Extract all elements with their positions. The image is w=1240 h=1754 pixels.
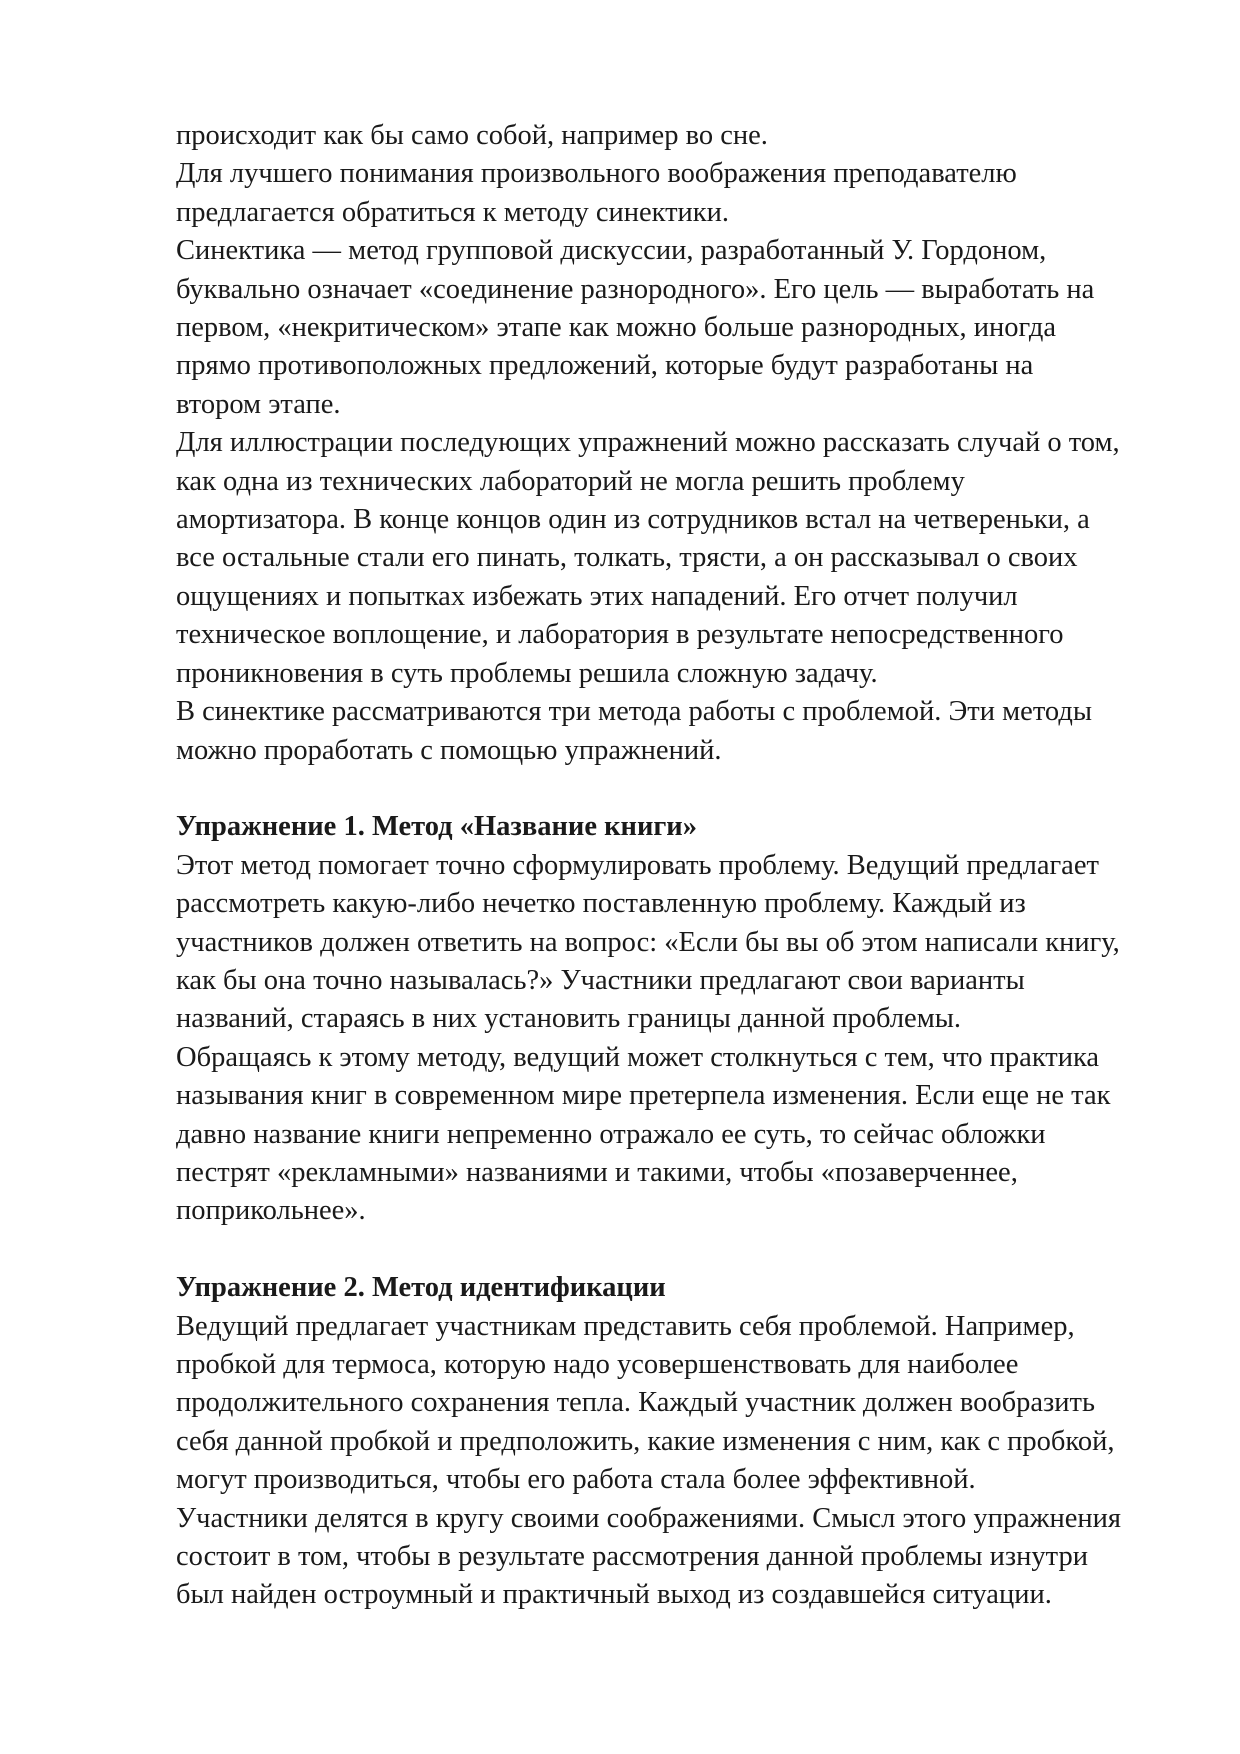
text-line: можно проработать с помощью упражнений. <box>176 734 722 766</box>
text-line: состоит в том, чтобы в результате рассмотрения данной проблемы изнутри <box>176 1541 1088 1572</box>
text-line: амортизатора. В конце концов один из сотрудников встал на четвереньки, а <box>176 504 1090 536</box>
text-line: происходит как бы само собой, например во сне. <box>176 120 768 151</box>
text-line: участников должен ответить на вопрос: «Если бы вы об этом написали книгу, <box>176 926 1120 958</box>
text-line: могут производиться, чтобы его работа стала более эффективной. <box>176 1464 976 1496</box>
text-line: давно название книги непременно отражало ее суть, то сейчас обложки <box>176 1118 1046 1150</box>
text-line: был найден остроумный и практичный выход из создавшейся ситуации. <box>176 1579 1052 1611</box>
exercise-2-heading: Упражнение 2. Метод идентификации <box>176 1272 666 1304</box>
text-line: все остальные стали его пинать, толкать, трясти, а он рассказывал о своих <box>176 542 1078 574</box>
text-line: ощущениях и попытках избежать этих нападений. Его отчет получил <box>176 580 1018 612</box>
text-line: Синектика — метод групповой дискуссии, разработанный У. Гордоном, <box>176 235 1047 267</box>
exercise-2-section <box>176 1269 1166 1615</box>
text-line: предлагается обратиться к методу синектики. <box>176 196 730 228</box>
text-line: Ведущий предлагает участникам представить себя проблемой. Например, <box>176 1310 1075 1342</box>
text-line: пробкой для термоса, которую надо усовершенствовать для наиболее <box>176 1348 1019 1380</box>
text-line: рассмотреть какую-либо нечетко поставленную проблему. Каждый из <box>176 888 1026 920</box>
paragraph-gap <box>176 1231 1166 1269</box>
text-line: продолжительного сохранения тепла. Каждый участник должен вообразить <box>176 1387 1095 1419</box>
text-line: Обращаясь к этому методу, ведущий может столкнуться с тем, что практика <box>176 1041 1100 1073</box>
text-line: В синектике рассматриваются три метода работы с проблемой. Эти методы <box>176 696 1092 728</box>
text-line: Для лучшего понимания произвольного воображения преподавателю <box>176 158 1017 190</box>
document-page <box>176 117 1166 1615</box>
text-line: пестрят «рекламными» названиями и такими, чтобы «позаверченнее, <box>176 1156 1018 1188</box>
text-line: называния книг в современном мире претерпела изменения. Если еще не так <box>176 1080 1111 1112</box>
text-line: поприкольнее». <box>176 1195 366 1227</box>
text-line: Этот метод помогает точно сформулировать проблему. Ведущий предлагает <box>176 849 1099 881</box>
exercise-1-section <box>176 808 1166 1230</box>
text-line: буквально означает «соединение разнородного». Его цель — выработать на <box>176 273 1095 305</box>
text-line: себя данной пробкой и предположить, какие изменения с ним, как с пробкой, <box>176 1425 1115 1457</box>
text-line: техническое воплощение, и лаборатория в результате непосредственного <box>176 619 1064 651</box>
text-line: первом, «некритическом» этапе как можно больше разнородных, иногда <box>176 312 1056 344</box>
text-line: проникновения в суть проблемы решила сложную задачу. <box>176 657 878 689</box>
text-line: названий, стараясь в них установить границы данной проблемы. <box>176 1003 962 1035</box>
paragraph-gap <box>176 770 1166 808</box>
intro-block <box>176 117 1166 770</box>
exercise-1-heading: Упражнение 1. Метод «Название книги» <box>176 811 697 843</box>
text-line: втором этапе. <box>176 388 341 420</box>
text-line: прямо противоположных предложений, которые будут разработаны на <box>176 350 1034 382</box>
text-line: как бы она точно называлась?» Участники предлагают свои варианты <box>176 964 1025 996</box>
text-line: Участники делятся в кругу своими соображениями. Смысл этого упражнения <box>176 1502 1121 1534</box>
text-line: как одна из технических лабораторий не могла решить проблему <box>176 465 965 497</box>
text-line: Для иллюстрации последующих упражнений можно рассказать случай о том, <box>176 427 1120 459</box>
